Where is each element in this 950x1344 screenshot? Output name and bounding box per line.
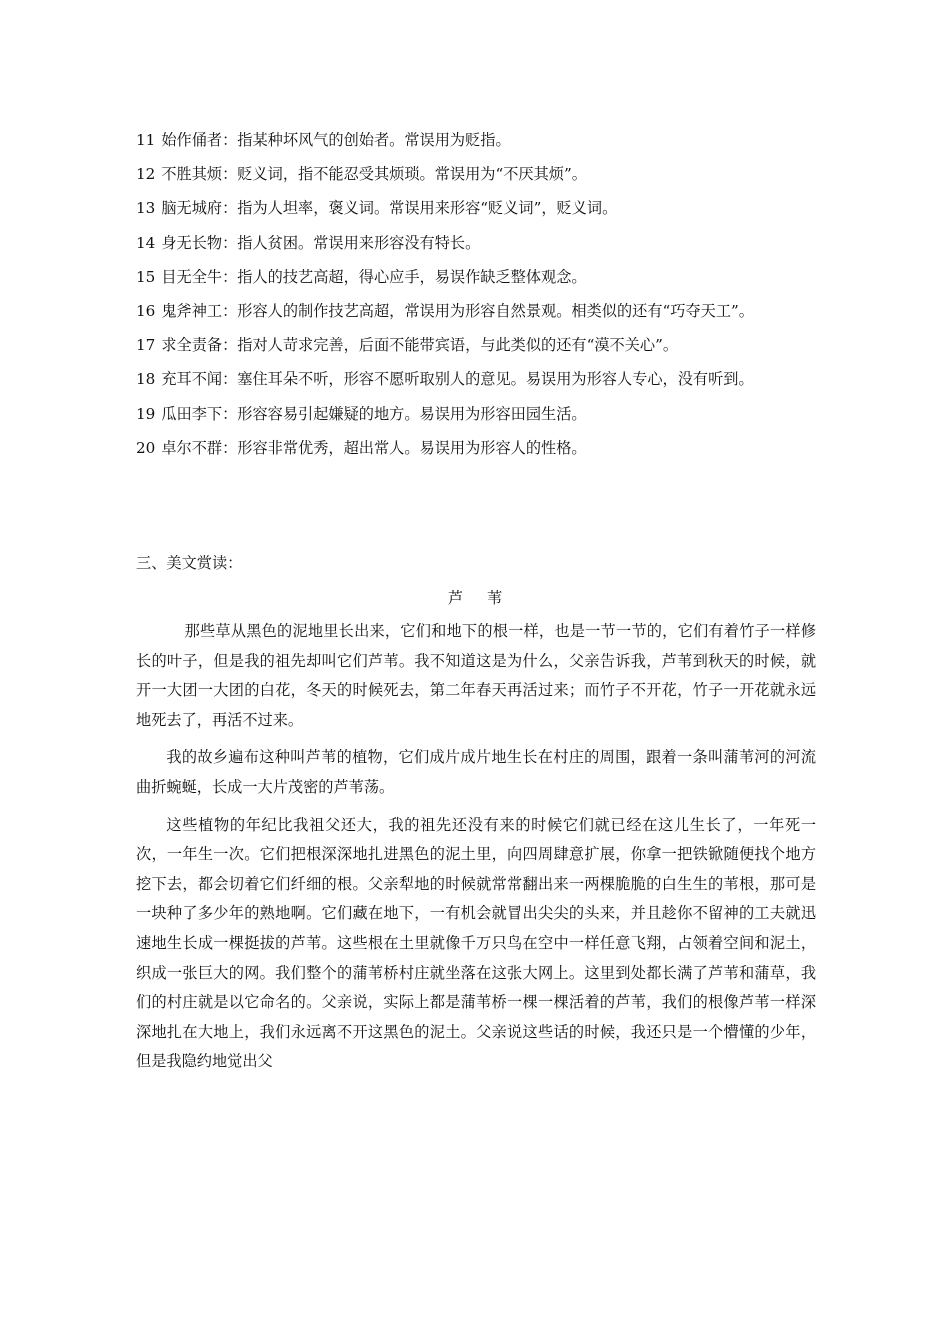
list-item (136, 431, 826, 465)
item-text: 充耳不闻：塞住耳朵不听，形容不愿听取别人的意见。易误用为形容人专心，没有听到。 (161, 370, 754, 389)
item-text: 不胜其烦：贬义词，指不能忍受其烦琐。常误用为“不厌其烦”。 (161, 165, 587, 184)
list-item (136, 123, 826, 157)
list-item (136, 397, 826, 431)
idiom-list (136, 123, 826, 465)
list-item (136, 157, 826, 191)
essay-title: 芦苇 (447, 589, 527, 607)
item-number: 19 (136, 404, 156, 423)
item-text: 始作俑者：指某种坏风气的创始者。常误用为贬指。 (161, 131, 511, 149)
item-number: 20 (136, 438, 156, 457)
list-item (136, 226, 826, 260)
essay-body (136, 617, 816, 1085)
essay-paragraph: 这些植物的年纪比我祖父还大，我的祖先还没有来的时候它们就已经在这儿生长了，一年死一次，一年生一次。它们把根深深地扎进黑色的泥土里，向四周肆意扩展，你拿一把铁锨随便找个地方挖下去，都会切着它们纤细的根。父亲犁地的时候就常常翻出来一两棵脆脆的白生生的苇根，那可是一块种了多少年的熟地啊。它们藏在地下，一有机会就冒出尖尖的头来，并且趁你不留神的工夫就迅速地生长成一棵挺拔的芦苇。这些根在土里就像千万只鸟在空中一样任意飞翔，占领着空间和泥土，织成一张巨大的网。我们整个的蒲苇桥村庄就坐落在这张大网上。这里到处都长满了芦苇和蒲草，我们的村庄就是以它命名的。父亲说，实际上都是蒲苇桥一棵一棵活着的芦苇，我们的根像芦苇一样深深地扎在大地上，我们永远离不开这黑色的泥土。父亲说这些话的时候，我还只是一个懵懂的少年，但是我隐约地觉出父 (136, 815, 816, 1071)
item-text: 鬼斧神工：形容人的制作技艺高超，常误用为形容自然景观。相类似的还有“巧夺天工”。 (161, 302, 754, 321)
item-number: 18 (136, 370, 156, 389)
item-text: 求全责备：指对人苛求完善，后面不能带宾语，与此类似的还有“漠不关心”。 (161, 336, 679, 355)
essay-paragraph: 我的故乡遍布这种叫芦苇的植物，它们成片成片地生长在村庄的周围，跟着一条叫蒲苇河的河流曲折蜿蜒，长成一大片茂密的芦苇荡。 (136, 748, 816, 796)
item-text: 卓尔不群：形容非常优秀，超出常人。易误用为形容人的性格。 (161, 438, 587, 457)
list-item (136, 362, 826, 396)
list-item (136, 294, 826, 328)
item-text: 身无长物：指人贫困。常误用来形容没有特长。 (161, 233, 481, 252)
list-item (136, 191, 826, 225)
item-number: 16 (136, 302, 156, 321)
section-heading: 三、美文赏读： (136, 554, 243, 572)
item-text: 脑无城府：指为人坦率，褒义词。常误用来形容“贬义词”，贬义词。 (161, 199, 618, 218)
item-text: 目无全牛：指人的技艺高超，得心应手，易误作缺乏整体观念。 (161, 267, 587, 286)
item-number: 14 (136, 233, 156, 252)
list-item (136, 260, 826, 294)
item-number: 13 (136, 199, 156, 218)
item-number: 11 (136, 131, 156, 149)
item-number: 12 (136, 165, 156, 184)
essay-paragraph: 那些草从黑色的泥地里长出来，它们和地下的根一样，也是一节一节的，它们有着竹子一样修长的叶子，但是我的祖先却叫它们芦苇。我不知道这是为什么，父亲告诉我，芦苇到秋天的时候，就开一大团一大团的白花，冬天的时候死去，第二年春天再活过来；而竹子不开花，竹子一开花就永远地死去了，再活不过来。 (136, 622, 816, 729)
list-item (136, 328, 826, 362)
item-number: 15 (136, 267, 156, 286)
item-number: 17 (136, 336, 156, 355)
item-text: 瓜田李下：形容容易引起嫌疑的地方。易误用为形容田园生活。 (161, 404, 587, 423)
